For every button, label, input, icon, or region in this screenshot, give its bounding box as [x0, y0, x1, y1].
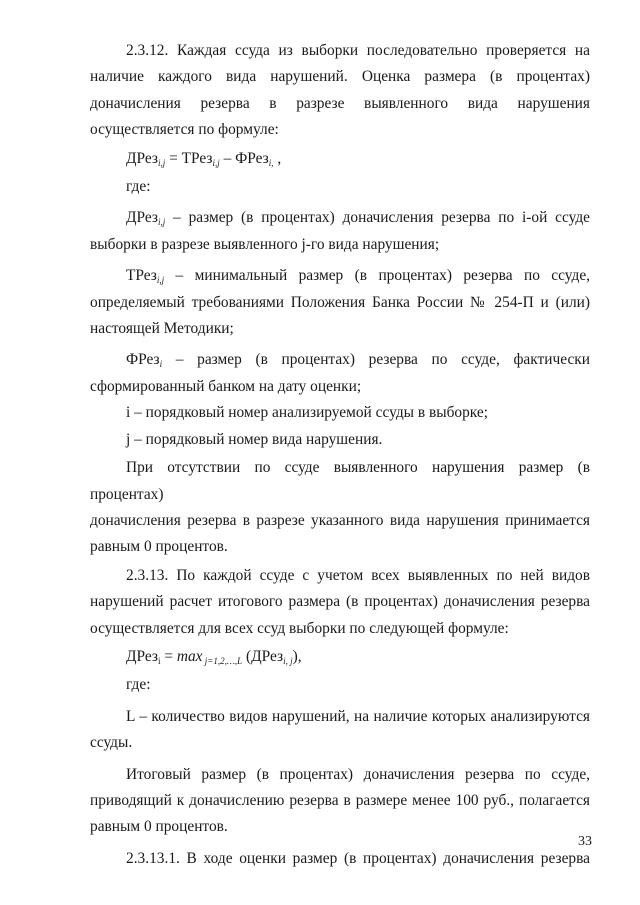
definition-trez	[90, 263, 590, 342]
text-line: ТРез$_{i,j}$ – минимальный размер (в процентах) резерва по ссуде,	[126, 267, 590, 286]
text-line: 2.3.12. Каждая ссуда из выборки последовательно проверяется на	[126, 42, 590, 59]
paragraph-absent-violation	[90, 455, 590, 561]
paragraph-2-3-12	[90, 38, 590, 144]
text-line: выборки в разрезе выявленного j-го вида нарушения;	[90, 235, 440, 253]
text-line: осуществляется по формуле:	[90, 121, 279, 139]
definition-frez	[90, 347, 590, 400]
where-label: где:	[126, 676, 151, 694]
definition-L	[90, 704, 590, 757]
text-line: равным 0 процентов.	[90, 818, 228, 836]
text-line: настоящей Методики;	[90, 320, 234, 338]
where-label: где:	[126, 178, 151, 196]
text-line: определяемый требованиями Положения Банка России № 254-П и (или)	[90, 293, 590, 311]
text-line: Итоговый размер (в процентах) доначисления резерва по ссуде,	[126, 765, 590, 783]
text-line: равным 0 процентов.	[90, 538, 228, 556]
paragraph-2-3-13	[90, 563, 590, 642]
page-number: 33	[578, 834, 592, 849]
text-line: наличие каждого вида нарушений. Оценка размера (в процентах)	[90, 68, 590, 86]
text-line: ДРез$_{i,j}$ – размер (в процентах) доначисления резерва по i-ой ссуде	[126, 209, 590, 228]
text-line: сформированный банком на дату оценки;	[90, 377, 362, 395]
definition-j: j – порядковый номер вида нарушения.	[126, 430, 383, 448]
text-line: нарушений расчет итогового размера (в процентах) доначисления резерва	[90, 593, 590, 611]
text-line: ФРез$_i$ – размер (в процентах) резерва по ссуде, фактически	[126, 351, 590, 370]
text-line: доначисления резерва в разрезе выявленного вида нарушения	[90, 94, 590, 112]
text-line: осуществляется для всех ссуд выборки по следующей формуле:	[90, 619, 509, 637]
text-line: приводящий к доначислению резерва в размере менее 100 руб., полагается	[90, 791, 590, 809]
text-line: 2.3.13.1. В ходе оценки размер (в процентах) доначисления резерва	[126, 849, 590, 867]
definition-i: i – порядковый номер анализируемой ссуды в выборке;	[126, 404, 488, 422]
document-page	[90, 38, 590, 872]
formula-drez-i-max: ДРез$_i$ = max $_{j=1,2,\dots,L}$ (ДРез$_{i, j}$),	[126, 647, 302, 666]
text-line: При отсутствии по ссуде выявленного нарушения размер (в процентах)	[90, 459, 590, 503]
paragraph-2-3-13-1	[90, 846, 590, 872]
text-line: L – количество видов нарушений, на наличие которых анализируются	[126, 707, 590, 725]
paragraph-total-reserve	[90, 762, 590, 841]
definition-drez	[90, 205, 590, 258]
text-line: ссуды.	[90, 734, 133, 752]
text-line: 2.3.13. По каждой ссуде с учетом всех выявленных по ней видов	[126, 566, 590, 584]
text-line: доначисления резерва в разрезе указанного вида нарушения принимается	[90, 511, 590, 529]
formula-drez-ij: ДРез$_{i,j}$ = ТРез$_{i,j}$ – ФРез$_{i,}$ ,	[126, 149, 282, 168]
